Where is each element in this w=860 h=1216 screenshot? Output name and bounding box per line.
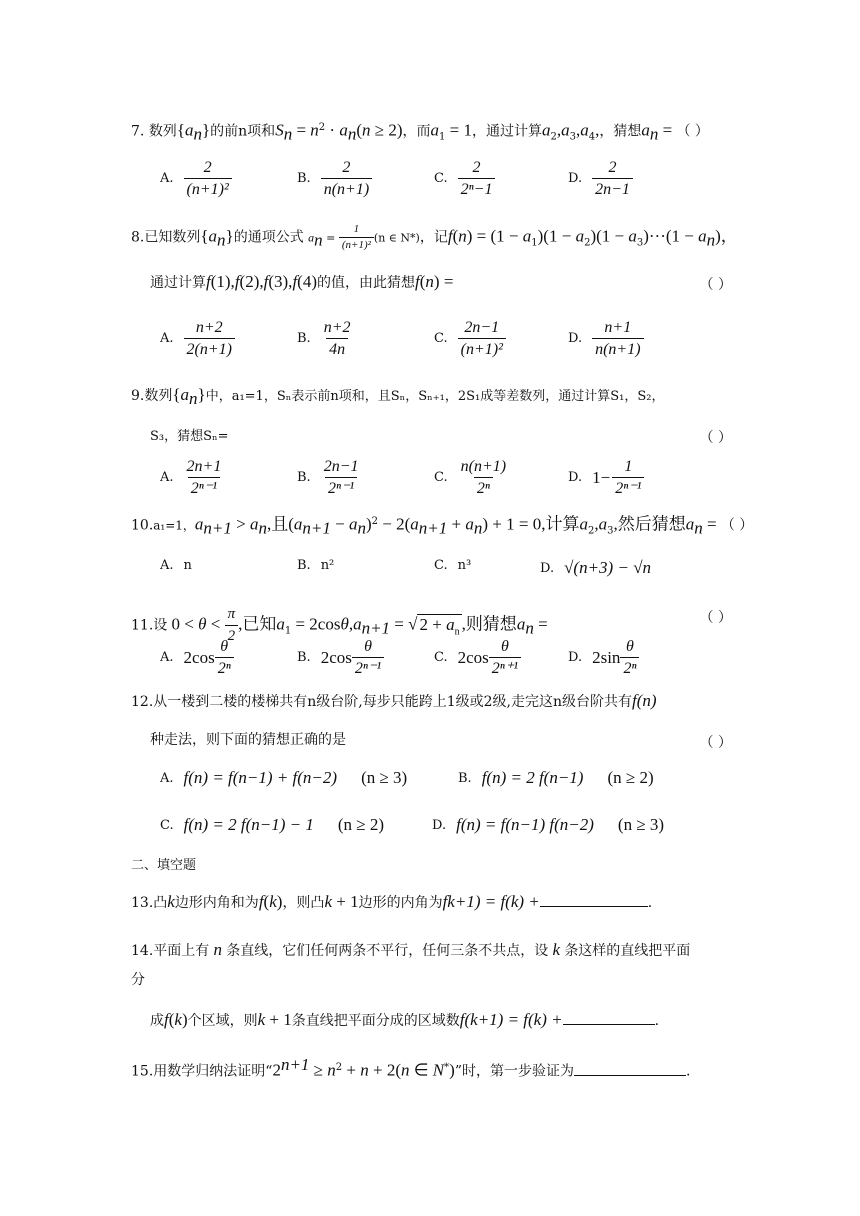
q8-stem: 8.已知数列$\{a_n\}$的通项公式 $a_n$ = $\frac{1}{\text{(n+1)²}}$ (n ∈ N*)，记$f(n) = (1 - a_1)(1 - a_2)(1 - a_3)\cdot\cdot\cdot(1 - a_n)$， — [131, 223, 738, 251]
q8-option-c[interactable]: C. $\frac{2n-1}{\text{(n+1)²}}$ — [434, 318, 506, 359]
q13-answer-blank[interactable] — [540, 892, 648, 907]
q7-option-b[interactable]: B. $\frac{2}{n(n+1)}$ — [297, 158, 372, 199]
q12-stem: 12.从一楼到二楼的楼梯共有n级台阶,每步只能跨上1级或2级,走完这n级台阶共有f(n) — [131, 691, 657, 710]
q10-stem: 10.a₁=1，$a_{n+1} > a_n$,且$(a_{n+1} - a_n)^2 - 2(a_{n+1} + a_n) + 1 = 0$,计算$a_2,a_3$,然后猜想$a_n$ = （ ） — [131, 514, 754, 538]
q8-option-a[interactable]: A. $\frac{n+2}{2(n+1)}$ — [160, 318, 235, 359]
q12-answer-paren[interactable]: （ ） — [699, 735, 732, 751]
q9-stem: 9.数列$\{a_n\}$中，a₁=1，Sₙ表示前n项和，且Sₙ，Sₙ₊₁，2S₁成等差数列，通过计算S₁，S₂， — [131, 385, 665, 408]
q10-option-d[interactable]: D. √(n+3) − √n — [540, 558, 652, 577]
q7-stem: 7. 数列$\{a_n\}$的前n项和$S_n = n^2 \cdot a_n(n \ge 2)$，而$a_1 = 1$，通过计算$a_2,a_3,a_4$,，猜想$a_n$ = （ ） — [131, 120, 709, 144]
q8-answer-paren[interactable]: （ ） — [699, 277, 732, 293]
q9-answer-paren[interactable]: （ ） — [699, 430, 732, 446]
q7-option-a[interactable]: A. $\frac{2}{\text{(n+1)²}}$ — [160, 158, 232, 199]
q15-stem: 15.用数学归纳法证明“$2^{n+1} \ge n^2 + n + 2(n$ ∈ N*)”时，第一步验证为 . — [131, 1055, 691, 1080]
q9-option-a[interactable]: A. $\frac{2n+1}{\text{2ⁿ⁻¹}}$ — [160, 458, 222, 497]
q14-stem: 14.平面上有 n 条直线，它们任何两条不平行，任何三条不共点，设 k 条这样的直线把平面 — [131, 940, 691, 959]
q7-option-c[interactable]: C. $\frac{2}{\text{2ⁿ−1}}$ — [434, 158, 495, 199]
q8-stem-line2: 通过计算f(1),f(2),f(3),f(4)的值，由此猜想f(n) = — [150, 272, 454, 291]
q12-option-b[interactable]: B. f(n) = 2 f(n−1) (n ≥ 2) — [458, 768, 654, 787]
q9-option-d[interactable]: D. 1− $\frac{1}{\text{2ⁿ⁻¹}}$ — [568, 457, 644, 498]
q14-stem-line3: 成f(k)个区域，则k + 1条直线把平面分成的区域数f(k+1) = f(k) + . — [150, 1010, 660, 1029]
q12-stem-line2: 种走法，则下面的猜想正确的是 — [150, 732, 346, 748]
q11-answer-paren[interactable]: （ ） — [699, 610, 732, 626]
q12-option-c[interactable]: C. f(n) = 2 f(n−1) − 1 (n ≥ 2) — [160, 815, 385, 834]
q11-option-d[interactable]: D. 2sin $\frac{\theta}{\text{2ⁿ}}$ — [568, 637, 639, 678]
q11-stem: 11.设 0 < θ < $\frac{\pi}{2}$ ,已知$a_1 = 2\cos\theta,a_{n+1}$ = √ $2 + a_n$ ,则猜想$a_n$ = — [131, 606, 548, 644]
q14-stem-line2: 分 — [131, 972, 145, 988]
q10-option-a[interactable]: A. n — [160, 558, 192, 573]
section-heading-fill-in: 二、填空题 — [131, 858, 197, 873]
q10-option-c[interactable]: C. n³ — [434, 558, 472, 573]
q9-option-c[interactable]: C. $\frac{n(n+1)}{\text{2ⁿ}}$ — [434, 458, 507, 497]
q11-option-c[interactable]: C. 2cos $\frac{\theta}{\text{2ⁿ⁺¹}}$ — [434, 637, 521, 678]
q8-option-d[interactable]: D. $\frac{n+1}{n(n+1)}$ — [568, 318, 644, 359]
q12-option-a[interactable]: A. f(n) = f(n−1) + f(n−2) (n ≥ 3) — [160, 768, 408, 787]
q13-stem: 13.凸k边形内角和为f(k)，则凸k + 1边形的内角为fk+1) = f(k) + . — [131, 892, 653, 911]
q9-option-b[interactable]: B. $\frac{2n-1}{\text{2ⁿ⁻¹}}$ — [297, 458, 359, 497]
q15-answer-blank[interactable] — [574, 1061, 686, 1076]
q11-option-b[interactable]: B. 2cos $\frac{\theta}{\text{2ⁿ⁻¹}}$ — [297, 637, 384, 678]
q14-answer-blank[interactable] — [563, 1010, 655, 1025]
q10-option-b[interactable]: B. n² — [297, 558, 335, 573]
q9-stem-line2: S₃，猜想Sₙ= — [150, 429, 229, 444]
q8-option-b[interactable]: B. $\frac{n+2}{4n}$ — [297, 319, 351, 358]
q12-option-d[interactable]: D. f(n) = f(n−1) f(n−2) (n ≥ 3) — [432, 815, 665, 834]
q7-option-d[interactable]: D. $\frac{2}{2n-1}$ — [568, 158, 633, 199]
q11-option-a[interactable]: A. 2cos $\frac{\theta}{\text{2ⁿ}}$ — [160, 637, 234, 678]
